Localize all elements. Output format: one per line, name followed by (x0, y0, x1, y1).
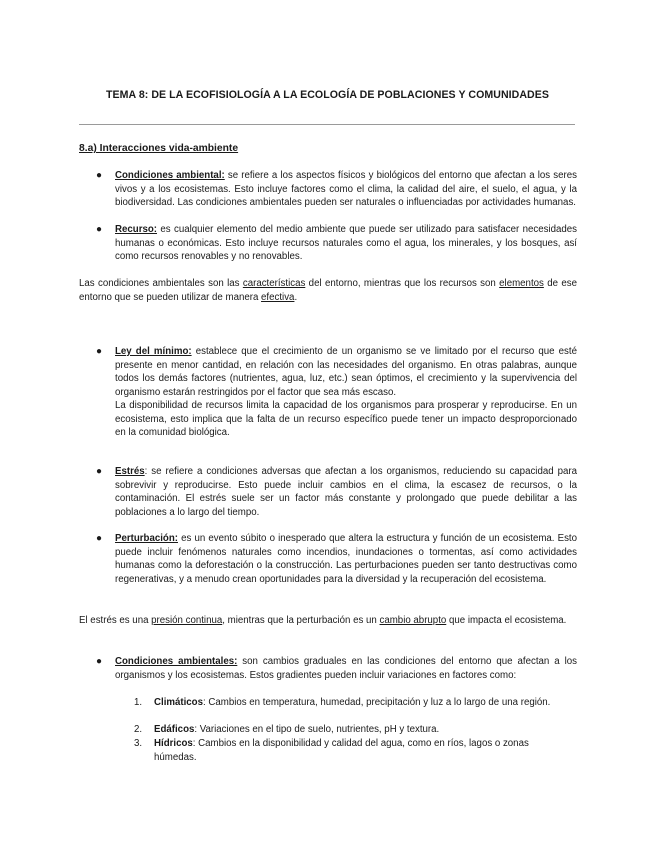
list-number: 1. (134, 697, 143, 708)
section-heading: 8.a) Interacciones vida-ambiente (79, 143, 239, 154)
bullet-icon: ● (96, 170, 103, 181)
underlined-text: presión continua (151, 615, 223, 626)
term: Hídricos (154, 738, 193, 749)
document-title: TEMA 8: DE LA ECOFISIOLOGÍA A LA ECOLOGÍA DE POBLACIONES Y COMUNIDADES (106, 89, 549, 101)
bullet-condiciones-ambientales (115, 655, 577, 682)
term: Recurso: (115, 224, 157, 235)
term: Estrés (115, 466, 145, 477)
definition: : Cambios en la disponibilidad y calidad del agua, como en ríos, lagos o zonas húmedas. (154, 738, 529, 763)
definition: establece que el crecimiento de un organismo se ve limitado por el recurso que esté presente en menor cantidad, en relación con las necesidades del organismo. En otras palabras, aunque todos los demás factores (nutrientes, agua, luz, etc.) sean óptimos, el crecimiento y la supervivencia del organismo estarán restringidos por el factor que sea más escaso. (115, 346, 577, 398)
bullet-recurso (115, 223, 577, 264)
term: Condiciones ambiental: (115, 170, 225, 181)
definition-extra: La disponibilidad de recursos limita la capacidad de los organismos para prosperar y reproducirse. En un ecosistema, esto implica que la falta de un recurso específico puede tener un impacto desproporcionado en la comunidad biológica. (115, 400, 577, 438)
definition: : Variaciones en el tipo de suelo, nutrientes, pH y textura. (194, 724, 440, 735)
bullet-estres (115, 465, 577, 519)
term: Perturbación: (115, 533, 178, 544)
title-divider (79, 124, 575, 125)
bullet-icon: ● (96, 533, 103, 544)
numbered-item-edaficos (154, 723, 564, 737)
term: Ley del mínimo: (115, 346, 192, 357)
term: Climáticos (154, 697, 203, 708)
bullet-icon: ● (96, 346, 103, 357)
definition: : Cambios en temperatura, humedad, precipitación y luz a lo largo de una región. (203, 697, 551, 708)
bullet-icon: ● (96, 224, 103, 235)
underlined-text: elementos (499, 278, 544, 289)
bullet-ley-del-minimo (115, 345, 577, 440)
bullet-perturbacion (115, 532, 577, 586)
term: Condiciones ambientales: (115, 656, 238, 667)
term: Edáficos (154, 724, 195, 735)
paragraph-estres-vs-perturbacion (79, 614, 577, 628)
underlined-text: efectiva (261, 291, 295, 303)
text: . (294, 291, 298, 303)
definition: es cualquier elemento del medio ambiente que puede ser utilizado para satisfacer necesidades humanas o económicas. Esto incluye recursos naturales como el agua, los minerales, y los bosques, así como recursos renovables y no renovables. (115, 224, 577, 262)
text: del entorno, mientras que los recursos son (305, 278, 500, 289)
paragraph-condiciones-vs-recursos (79, 277, 577, 304)
list-number: 2. (134, 724, 143, 735)
definition: : se refiere a condiciones adversas que afectan a los organismos, reduciendo su capacidad para sobrevivir y reproducirse. Esto puede incluir cambios en el clima, la escasez de recursos, o la contaminación. El estrés suele ser un factor más constante y prolongado que puede debilitar a las poblaciones a lo largo del tiempo. (115, 466, 577, 518)
numbered-item-hidricos (154, 737, 564, 764)
text: Las condiciones ambientales son las (79, 278, 243, 289)
bullet-icon: ● (96, 656, 103, 667)
text: que impacta el ecosistema. (446, 615, 567, 626)
definition: es un evento súbito o inesperado que altera la estructura y función de un ecosistema. Esto puede incluir fenómenos naturales como incendios, inundaciones o tormentas, así como actividades humanas como la deforestación o la construcción. Las perturbaciones pueden ser tanto destructivas como regenerativas, y a menudo crean oportunidades para la diversidad y la recuperación del ecosistema. (115, 533, 577, 585)
text: El estrés es una (79, 615, 152, 626)
underlined-text: características (242, 278, 306, 289)
definition: se refiere a los aspectos físicos y biológicos del entorno que afectan a los seres vivos y a los ecosistemas. Esto incluye factores como el clima, la calidad del aire, el suelo, el agua, y la biodiversidad. Las condiciones ambientales pueden ser naturales o influenciadas por actividades humanas. (115, 170, 577, 208)
bullet-condiciones-ambiental (115, 169, 577, 210)
numbered-item-climaticos (154, 696, 564, 710)
text: , mientras que la perturbación es un (222, 615, 380, 626)
definition: son cambios graduales en las condiciones del entorno que afectan a los organismos y los ecosistemas. Estos gradientes pueden incluir variaciones en factores como: (115, 656, 578, 681)
list-number: 3. (134, 738, 143, 749)
underlined-text: cambio abrupto (379, 615, 447, 626)
text: de ese entorno que se pueden utilizar de manera (79, 278, 578, 303)
bullet-icon: ● (96, 466, 103, 477)
